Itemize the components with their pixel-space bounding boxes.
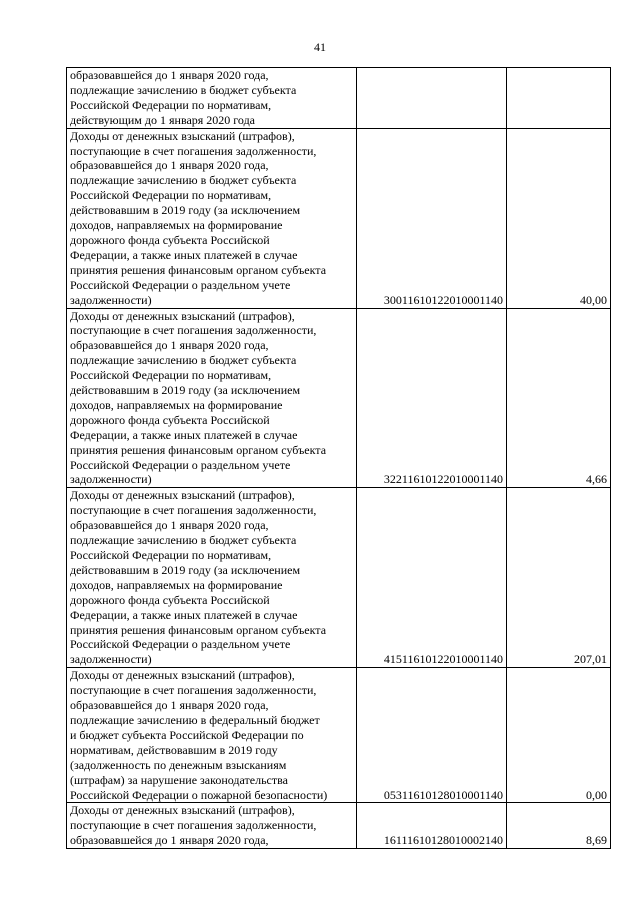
revenue-table <box>66 67 611 849</box>
amount-cell: 0,00 <box>507 668 611 803</box>
table-row <box>67 803 611 849</box>
page-number: 41 <box>314 40 326 54</box>
table-row <box>67 128 611 308</box>
revenue-name-cell: Доходы от денежных взысканий (штрафов), поступающие в счет погашения задолженности, образовавшейся до 1 января 2020 года, подлежащие зачислению в федеральный бюджет и бюджет субъекта Российской Федерации по нормативам, действовавшим в 2019 году (задолженность по денежным взысканиям (штрафам) за нарушение законодательства Российской Федерации о пожарной безопасности) <box>67 668 357 803</box>
table-row <box>67 68 611 129</box>
amount-cell <box>507 68 611 129</box>
table-row <box>67 308 611 488</box>
amount-cell: 40,00 <box>507 128 611 308</box>
budget-code-cell <box>357 68 507 129</box>
budget-code-cell: 05311610128010001140 <box>357 668 507 803</box>
amount-cell: 207,01 <box>507 488 611 668</box>
budget-code-cell: 32211610122010001140 <box>357 308 507 488</box>
table-row <box>67 668 611 803</box>
revenue-name-cell: Доходы от денежных взысканий (штрафов), поступающие в счет погашения задолженности, образовавшейся до 1 января 2020 года, подлежащие зачислению в бюджет субъекта Российской Федерации по нормативам, действовавшим в 2019 году (за исключением доходов, направляемых на формирование дорожного фонда субъекта Российской Федерации, а также иных платежей в случае принятия решения финансовым органом субъекта Российской Федерации о раздельном учете задолженности) <box>67 488 357 668</box>
revenue-name-cell: Доходы от денежных взысканий (штрафов), поступающие в счет погашения задолженности, образовавшейся до 1 января 2020 года, подлежащие зачислению в бюджет субъекта Российской Федерации по нормативам, действовавшим в 2019 году (за исключением доходов, направляемых на формирование дорожного фонда субъекта Российской Федерации, а также иных платежей в случае принятия решения финансовым органом субъекта Российской Федерации о раздельном учете задолженности) <box>67 128 357 308</box>
budget-code-cell: 16111610128010002140 <box>357 803 507 849</box>
table-row <box>67 488 611 668</box>
amount-cell: 8,69 <box>507 803 611 849</box>
amount-cell: 4,66 <box>507 308 611 488</box>
revenue-name-cell: Доходы от денежных взысканий (штрафов), поступающие в счет погашения задолженности, образовавшейся до 1 января 2020 года, подлежащие зачислению в бюджет субъекта Российской Федерации по нормативам, действовавшим в 2019 году (за исключением доходов, направляемых на формирование дорожного фонда субъекта Российской Федерации, а также иных платежей в случае принятия решения финансовым органом субъекта Российской Федерации о раздельном учете задолженности) <box>67 308 357 488</box>
revenue-name-cell: Доходы от денежных взысканий (штрафов), поступающие в счет погашения задолженности, образовавшейся до 1 января 2020 года, <box>67 803 357 849</box>
budget-code-cell: 41511610122010001140 <box>357 488 507 668</box>
revenue-name-cell: образовавшейся до 1 января 2020 года, подлежащие зачислению в бюджет субъекта Российской Федерации по нормативам, действующим до 1 января 2020 года <box>67 68 357 129</box>
budget-code-cell: 30011610122010001140 <box>357 128 507 308</box>
